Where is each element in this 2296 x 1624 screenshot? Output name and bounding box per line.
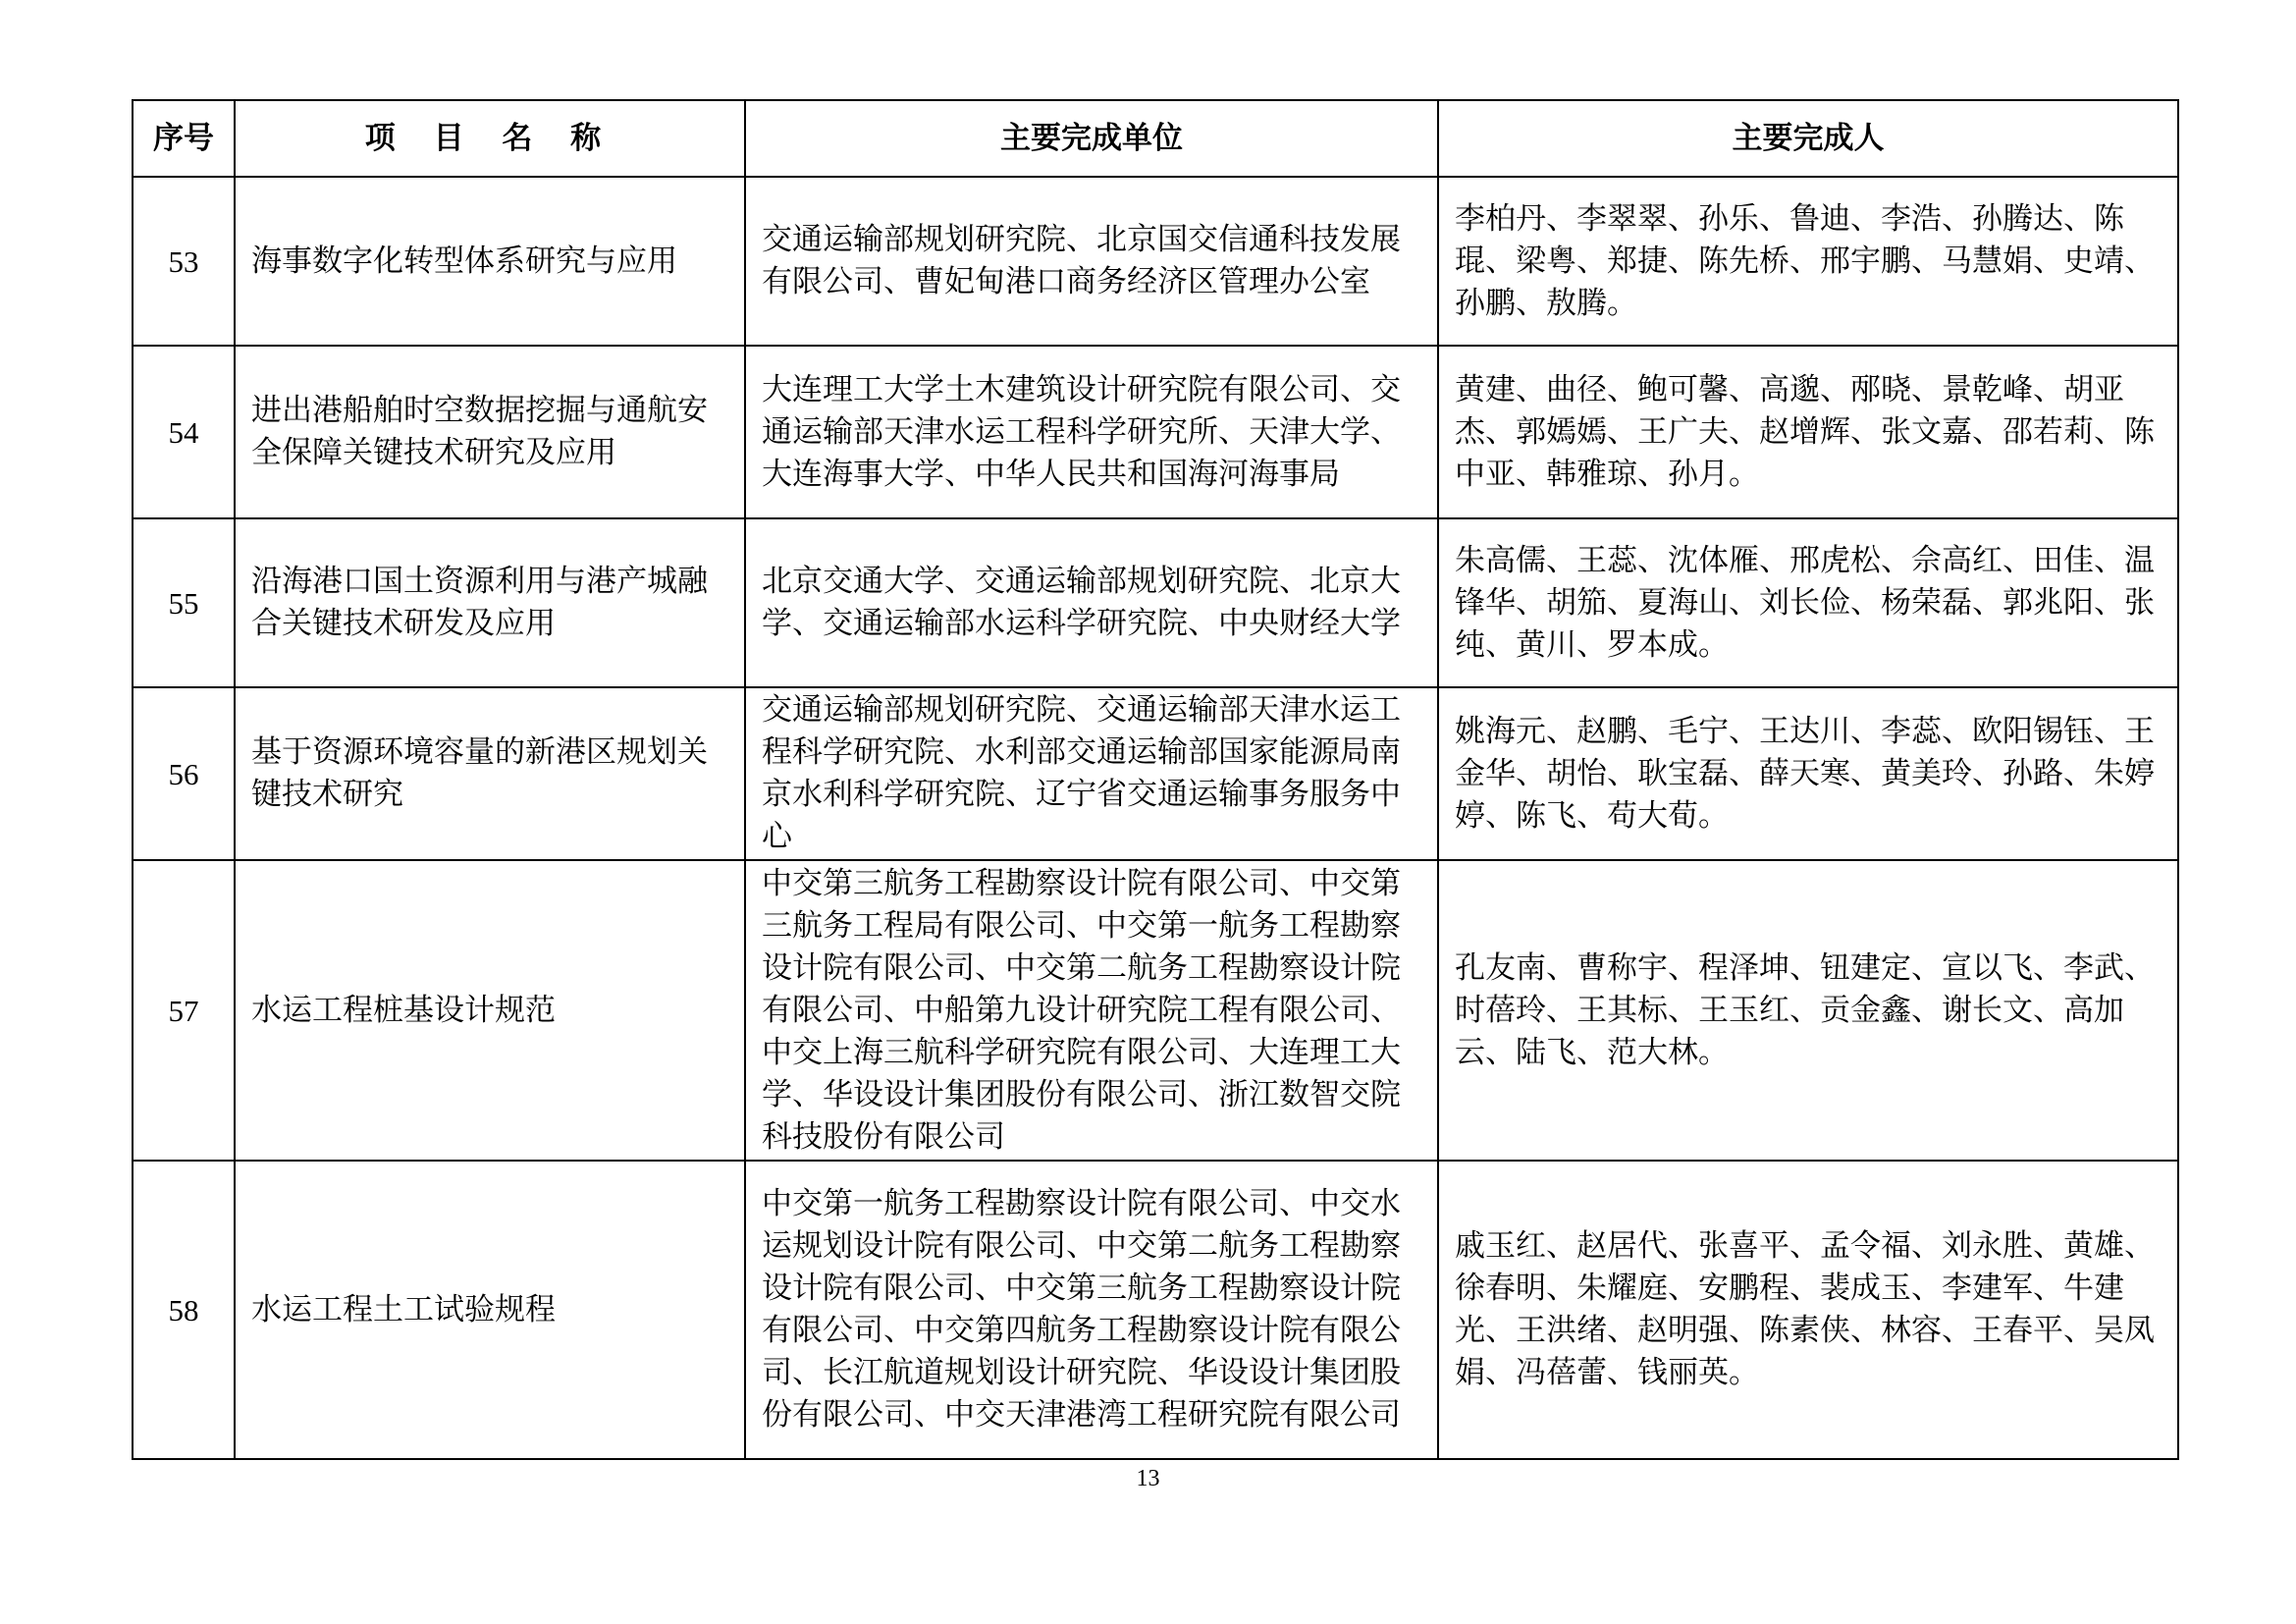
cell-units: 交通运输部规划研究院、北京国交信通科技发展有限公司、曹妃甸港口商务经济区管理办公室 xyxy=(745,177,1438,346)
cell-no: 55 xyxy=(133,518,235,687)
cell-project-name: 进出港船舶时空数据挖掘与通航安全保障关键技术研究及应用 xyxy=(235,346,745,518)
cell-persons: 孔友南、曹称宇、程泽坤、钮建定、宣以飞、李武、时蓓玲、王其标、王玉红、贡金鑫、谢长文、高加云、陆飞、范大林。 xyxy=(1438,860,2178,1161)
cell-units: 北京交通大学、交通运输部规划研究院、北京大学、交通运输部水运科学研究院、中央财经大学 xyxy=(745,518,1438,687)
table-row xyxy=(133,687,2178,860)
cell-project-name: 水运工程土工试验规程 xyxy=(235,1161,745,1459)
table-header-row xyxy=(133,100,2178,177)
cell-units: 中交第一航务工程勘察设计院有限公司、中交水运规划设计院有限公司、中交第二航务工程勘察设计院有限公司、中交第三航务工程勘察设计院有限公司、中交第四航务工程勘察设计院有限公司、长江航道规划设计研究院、华设设计集团股份有限公司、中交天津港湾工程研究院有限公司 xyxy=(745,1161,1438,1459)
table-row xyxy=(133,177,2178,346)
cell-persons: 朱高儒、王蕊、沈体雁、邢虎松、佘高红、田佳、温锋华、胡笳、夏海山、刘长俭、杨荣磊、郭兆阳、张纯、黄川、罗本成。 xyxy=(1438,518,2178,687)
cell-units: 中交第三航务工程勘察设计院有限公司、中交第三航务工程局有限公司、中交第一航务工程勘察设计院有限公司、中交第二航务工程勘察设计院有限公司、中船第九设计研究院工程有限公司、中交上海三航科学研究院有限公司、大连理工大学、华设设计集团股份有限公司、浙江数智交院科技股份有限公司 xyxy=(745,860,1438,1161)
page-number: 13 xyxy=(1136,1466,1160,1491)
table-row xyxy=(133,860,2178,1161)
cell-persons: 姚海元、赵鹏、毛宁、王达川、李蕊、欧阳锡钰、王金华、胡怡、耿宝磊、薛天寒、黄美玲、孙路、朱婷婷、陈飞、苟大荀。 xyxy=(1438,687,2178,860)
cell-persons: 戚玉红、赵居代、张喜平、孟令福、刘永胜、黄雄、徐春明、朱耀庭、安鹏程、裴成玉、李建军、牛建光、王洪绪、赵明强、陈素侠、林容、王春平、吴凤娟、冯蓓蕾、钱丽英。 xyxy=(1438,1161,2178,1459)
cell-units: 大连理工大学土木建筑设计研究院有限公司、交通运输部天津水运工程科学研究所、天津大学、大连海事大学、中华人民共和国海河海事局 xyxy=(745,346,1438,518)
header-no: 序号 xyxy=(133,100,235,177)
cell-units: 交通运输部规划研究院、交通运输部天津水运工程科学研究院、水利部交通运输部国家能源局南京水利科学研究院、辽宁省交通运输事务服务中心 xyxy=(745,687,1438,860)
cell-persons: 李柏丹、李翠翠、孙乐、鲁迪、李浩、孙腾达、陈琨、梁粤、郑捷、陈先桥、邢宇鹏、马慧娟、史靖、孙鹏、敖腾。 xyxy=(1438,177,2178,346)
awards-table xyxy=(132,99,2179,1460)
cell-no: 54 xyxy=(133,346,235,518)
header-persons: 主要完成人 xyxy=(1438,100,2178,177)
cell-no: 57 xyxy=(133,860,235,1161)
cell-project-name: 水运工程桩基设计规范 xyxy=(235,860,745,1161)
cell-no: 56 xyxy=(133,687,235,860)
header-units: 主要完成单位 xyxy=(745,100,1438,177)
table-row xyxy=(133,1161,2178,1459)
cell-no: 53 xyxy=(133,177,235,346)
table-row xyxy=(133,518,2178,687)
table-row xyxy=(133,346,2178,518)
cell-persons: 黄建、曲径、鲍可馨、高邈、邴晓、景乾峰、胡亚杰、郭嫣嫣、王广夫、赵增辉、张文嘉、邵若莉、陈中亚、韩雅琼、孙月。 xyxy=(1438,346,2178,518)
cell-project-name: 沿海港口国土资源利用与港产城融合关键技术研发及应用 xyxy=(235,518,745,687)
cell-project-name: 基于资源环境容量的新港区规划关键技术研究 xyxy=(235,687,745,860)
header-project-name: 项 目 名 称 xyxy=(235,100,745,177)
cell-no: 58 xyxy=(133,1161,235,1459)
cell-project-name: 海事数字化转型体系研究与应用 xyxy=(235,177,745,346)
